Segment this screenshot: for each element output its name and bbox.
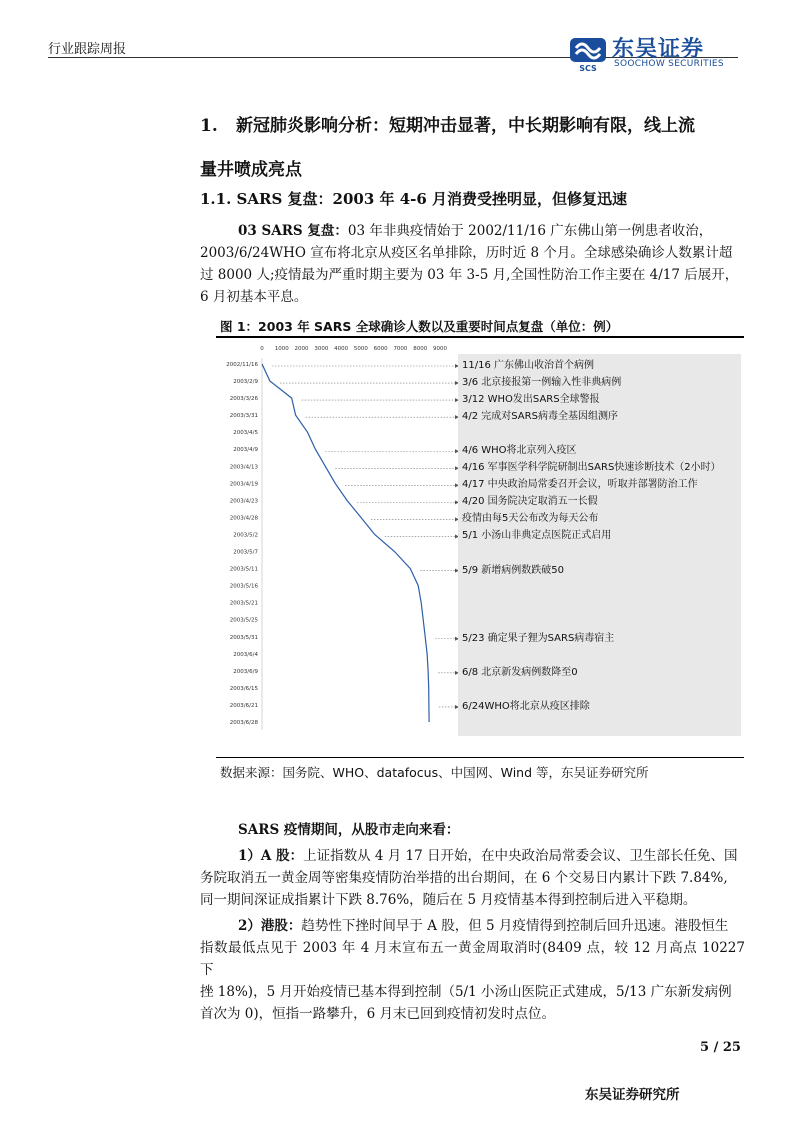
event-label: 5/23 确定果子狸为SARS病毒宿主 bbox=[462, 632, 615, 644]
y-tick-label: 2003/6/28 bbox=[229, 720, 258, 726]
section-1-title-line1: 新冠肺炎影响分析：短期冲击显著，中长期影响有限，线上流 bbox=[236, 116, 695, 136]
event-label: 4/20 国务院决定取消五一长假 bbox=[462, 496, 598, 508]
hk-lead: 2）港股： bbox=[238, 918, 302, 934]
a-share-line3: 同一期间深证成指累计下跌 8.76%，随后在 5 月疫情基本得到控制后进入平稳期。 bbox=[200, 892, 697, 908]
figure-caption: 图 1：2003 年 SARS 全球确诊人数以及重要时间点复盘（单位：例） bbox=[220, 319, 619, 334]
figure-top-rule bbox=[216, 336, 744, 338]
y-tick-label: 2003/6/4 bbox=[233, 651, 258, 658]
event-label: 4/2 完成对SARS病毒全基因组测序 bbox=[462, 411, 618, 423]
event-label: 3/12 WHO发出SARS全球警报 bbox=[462, 394, 600, 406]
section-1-heading bbox=[200, 104, 745, 192]
x-tick-label: 2000 bbox=[294, 346, 309, 352]
y-tick-label: 2003/5/16 bbox=[229, 583, 258, 590]
section-1-1-heading: 1.1. SARS 复盘：2003 年 4-6 月消费受挫明显，但修复迅速 bbox=[200, 190, 628, 208]
hk-line4: 首次为 0)，恒指一路攀升，6 月末已回到疫情初发时点位。 bbox=[200, 1006, 556, 1022]
brand-name-en: SOOCHOW SECURITIES bbox=[614, 59, 724, 69]
y-tick-label: 2003/3/26 bbox=[229, 396, 258, 403]
events-panel bbox=[458, 354, 741, 736]
hk-line1: 趋势性下挫时间早于 A 股，但 5 月疫情得到控制后回升迅速。港股恒生 bbox=[301, 918, 729, 934]
hk-paragraph bbox=[200, 915, 745, 1025]
scs-logo-icon bbox=[568, 34, 608, 72]
x-tick-label: 6000 bbox=[373, 346, 388, 352]
a-share-lead: 1）A 股： bbox=[238, 848, 304, 864]
market-subtitle: SARS 疫情期间，从股市走向来看： bbox=[238, 822, 460, 838]
y-tick-label: 2003/6/9 bbox=[233, 668, 258, 675]
y-tick-label: 2003/4/5 bbox=[233, 430, 258, 437]
section-1-title-line2: 量井喷成亮点 bbox=[200, 160, 302, 180]
event-label: 4/6 WHO将北京列入疫区 bbox=[462, 445, 577, 457]
y-tick-label: 2003/5/25 bbox=[229, 617, 258, 624]
event-label: 疫情由每5天公布改为每天公布 bbox=[462, 513, 599, 525]
figure-source: 数据来源：国务院、WHO、datafocus、中国网、Wind 等，东吴证券研究所 bbox=[220, 765, 649, 780]
intro-paragraph bbox=[200, 220, 745, 308]
y-tick-label: 2003/5/31 bbox=[229, 634, 258, 641]
brand-logo bbox=[568, 34, 738, 74]
event-label: 11/16 广东佛山收治首个病例 bbox=[462, 360, 594, 371]
x-tick-label: 1000 bbox=[274, 346, 289, 352]
y-tick-label: 2003/4/23 bbox=[229, 498, 258, 505]
y-tick-label: 2003/4/9 bbox=[233, 447, 258, 454]
x-tick-label: 0 bbox=[260, 346, 264, 352]
y-tick-label: 2003/6/21 bbox=[229, 702, 258, 709]
y-tick-label: 2003/5/21 bbox=[229, 600, 258, 607]
intro-text-line1: 03 年非典疫情始于 2002/11/16 广东佛山第一例患者收治， bbox=[347, 223, 713, 239]
x-tick-label: 3000 bbox=[314, 346, 329, 352]
y-tick-label: 2003/6/15 bbox=[229, 685, 258, 692]
event-label: 6/8 北京新发病例数降至0 bbox=[462, 666, 578, 678]
y-tick-label: 2003/5/7 bbox=[233, 549, 258, 556]
intro-text-line4: 6 月初基本平息。 bbox=[200, 289, 308, 305]
report-type-label: 行业跟踪周报 bbox=[48, 42, 127, 57]
hk-line3: 挫 18%)，5 月开始疫情已基本得到控制（5/1 小汤山医院正式建成，5/13 广东新发病例 bbox=[200, 984, 732, 1000]
intro-text-line2: 2003/6/24WHO 宣布将北京从疫区名单排除，历时近 8 个月。全球感染确诊人数累计超 bbox=[200, 245, 733, 261]
y-tick-label: 2003/3/31 bbox=[229, 413, 258, 420]
page-number: 5 / 25 bbox=[700, 1040, 741, 1055]
event-label: 5/9 新增病例数跌破50 bbox=[462, 564, 564, 576]
footer-institute: 东吴证券研究所 bbox=[585, 1087, 680, 1103]
y-tick-label: 2003/4/19 bbox=[229, 481, 258, 488]
x-tick-label: 7000 bbox=[393, 346, 408, 352]
section-1-number: 1. bbox=[200, 116, 218, 136]
a-share-line1: 上证指数从 4 月 17 日开始，在中央政治局常委会议、卫生部长任免、国 bbox=[303, 848, 738, 864]
intro-text-line3: 过 8000 人;疫情最为严重时期主要为 03 年 3-5 月,全国性防治工作主要在 4/17 后展开， bbox=[200, 267, 739, 283]
brand-name-cn: 东吴证券 bbox=[612, 37, 705, 62]
intro-lead: 03 SARS 复盘： bbox=[238, 223, 348, 239]
cases-series-line bbox=[262, 364, 429, 722]
y-tick-label: 2003/4/28 bbox=[229, 515, 258, 522]
y-tick-label: 2003/5/2 bbox=[233, 532, 258, 539]
y-tick-label: 2003/4/13 bbox=[229, 464, 258, 471]
y-tick-label: 2003/2/9 bbox=[233, 379, 258, 386]
x-tick-label: 8000 bbox=[413, 346, 428, 352]
x-tick-label: 5000 bbox=[353, 346, 368, 352]
y-tick-label: 2002/11/16 bbox=[226, 362, 258, 368]
event-label: 4/16 军事医学科学院研制出SARS快速诊断技术（2小时） bbox=[462, 462, 721, 474]
event-label: 5/1 小汤山非典定点医院正式启用 bbox=[462, 530, 612, 542]
hk-line2: 指数最低点见于 2003 年 4 月末宣布五一黄金周取消时(8409 点，较 12 月高点 10227 下 bbox=[200, 940, 745, 978]
logo-abbr: SCS bbox=[579, 64, 597, 72]
figure-bottom-rule bbox=[216, 757, 744, 758]
a-share-paragraph bbox=[200, 845, 745, 911]
event-label: 6/24WHO将北京从疫区排除 bbox=[462, 700, 590, 712]
a-share-line2: 务院取消五一黄金周等密集疫情防治举措的出台期间，在 6 个交易日内累计下跌 7.84%, bbox=[200, 870, 728, 886]
y-tick-label: 2003/5/11 bbox=[229, 566, 258, 573]
event-label: 4/17 中央政治局常委召开会议，听取并部署防治工作 bbox=[462, 479, 698, 491]
x-tick-label: 4000 bbox=[334, 346, 349, 352]
event-label: 3/6 北京接报第一例输入性非典病例 bbox=[462, 377, 622, 389]
x-tick-label: 9000 bbox=[433, 346, 447, 352]
